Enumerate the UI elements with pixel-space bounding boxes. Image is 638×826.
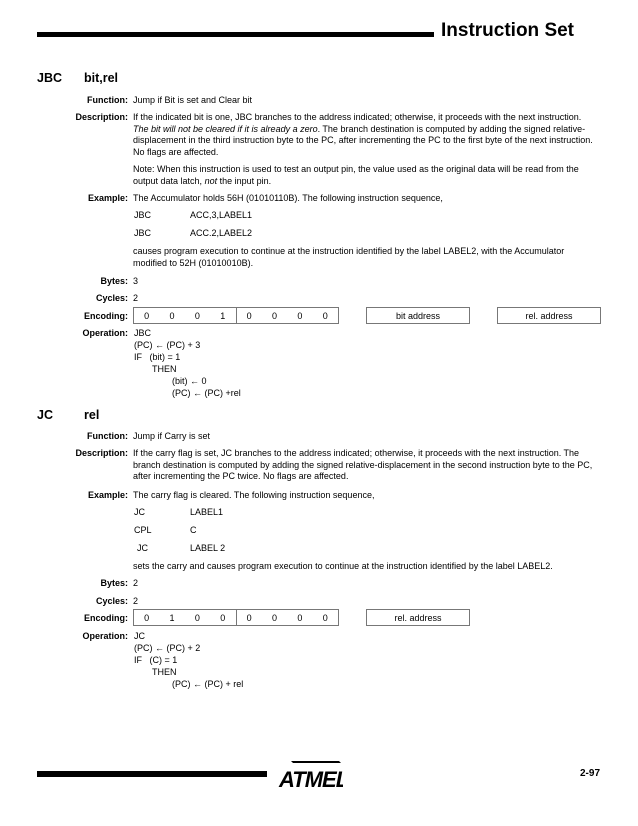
jbc-mnemonic: JBC bbox=[37, 71, 63, 85]
jc-operation-line: THEN bbox=[152, 667, 177, 677]
atmel-logo bbox=[277, 759, 343, 796]
encoding-bit: 0 bbox=[272, 612, 278, 623]
encoding-bit: 0 bbox=[220, 612, 226, 623]
encoding-bit: 0 bbox=[272, 310, 278, 321]
jbc-example-args: ACC.2,LABEL2 bbox=[190, 228, 253, 238]
jbc-encoding-bit-address: bit address bbox=[366, 307, 470, 324]
jbc-bytes-value: 3 bbox=[133, 276, 139, 286]
jbc-function-label: Function: bbox=[87, 95, 128, 105]
jc-example-op: JC bbox=[137, 543, 148, 553]
atmel-logo-icon bbox=[277, 759, 343, 791]
jbc-cycles-label: Cycles: bbox=[95, 293, 128, 303]
jc-cycles-value: 2 bbox=[133, 596, 139, 606]
jc-operation-line: JC bbox=[134, 631, 145, 641]
jbc-description-text: If the indicated bit is one, JBC branches to the address indicated; otherwise, it proceeds with the next instruction. The bit will not be cleared if it is already a zero. The branch destination is computed by adding the signed relative-displacement in the third instruction byte to the PC, after incrementing the PC to the first byte of the next instruction. No flags are affected. bbox=[133, 112, 593, 157]
jbc-example-result: causes program execution to continue at the instruction identified by the label LABEL2, with the Accumulator modified to 52H (01010010B). bbox=[133, 246, 565, 268]
jbc-example-op: JBC bbox=[134, 210, 152, 220]
jbc-operation-line: (PC) ← (PC) +rel bbox=[172, 388, 241, 398]
encoding-bit: 0 bbox=[246, 612, 252, 623]
jbc-operation-line: (PC) ← (PC) + 3 bbox=[134, 340, 201, 350]
jbc-example-label: Example: bbox=[87, 193, 128, 203]
jc-cycles-label: Cycles: bbox=[95, 596, 128, 606]
jc-operation-line: (PC) ← (PC) + 2 bbox=[134, 643, 201, 653]
jbc-encoding-label: Encoding: bbox=[84, 311, 128, 321]
jbc-example-op: JBC bbox=[134, 228, 152, 238]
jc-encoding-label: Encoding: bbox=[84, 613, 128, 623]
jc-example-text: The carry flag is cleared. The following instruction sequence, bbox=[133, 490, 375, 500]
jc-description-text: If the carry flag is set, JC branches to the address indicated; otherwise, it proceeds with the next instruction. The branch destination is computed by adding the signed relative-displacement in the second instruction byte to the PC, after incrementing the PC twice. No flags are affected. bbox=[133, 448, 593, 481]
jc-function-text: Jump if Carry is set bbox=[133, 431, 211, 441]
jc-function-label: Function: bbox=[87, 431, 128, 441]
jc-mnemonic: JC bbox=[37, 408, 53, 422]
encoding-bit: 0 bbox=[297, 310, 303, 321]
jbc-example-text: The Accumulator holds 56H (01010110B). The following instruction sequence, bbox=[133, 193, 443, 203]
jc-example-result: sets the carry and causes program execution to continue at the instruction identified by the label LABEL2. bbox=[133, 561, 553, 571]
encoding-bit: 0 bbox=[322, 310, 328, 321]
encoding-bit: 0 bbox=[246, 310, 252, 321]
jbc-encoding-opcode bbox=[133, 307, 339, 324]
encoding-bit: 0 bbox=[169, 310, 175, 321]
jc-encoding-opcode bbox=[133, 609, 339, 626]
jbc-note-text: Note: When this instruction is used to test an output pin, the value used as the original data will be read from the output data latch, not the input pin. bbox=[133, 164, 579, 186]
encoding-bit: 0 bbox=[297, 612, 303, 623]
jbc-encoding-rel-address: rel. address bbox=[497, 307, 601, 324]
footer-rule bbox=[37, 771, 267, 777]
jbc-operation-label: Operation: bbox=[82, 328, 128, 338]
encoding-bit: 1 bbox=[169, 612, 175, 623]
encoding-bit: 0 bbox=[322, 612, 328, 623]
jc-operation-line: (PC) ← (PC) + rel bbox=[172, 679, 244, 689]
jc-bytes-value: 2 bbox=[133, 578, 139, 588]
encoding-bit: 0 bbox=[144, 612, 150, 623]
jc-operation-line: IF (C) = 1 bbox=[134, 655, 178, 665]
encoding-high-nibble bbox=[134, 610, 236, 625]
encoding-bit: 0 bbox=[144, 310, 150, 321]
jbc-operation-line: (bit) ← 0 bbox=[172, 376, 207, 386]
jc-encoding-rel-address: rel. address bbox=[366, 609, 470, 626]
svg-text:ATMEL: ATMEL bbox=[279, 767, 343, 791]
jc-example-label: Example: bbox=[87, 490, 128, 500]
jc-example-args: LABEL1 bbox=[190, 507, 224, 517]
jbc-description-label: Description: bbox=[75, 112, 128, 122]
jbc-operation-line: THEN bbox=[152, 364, 177, 374]
jc-operation-label: Operation: bbox=[82, 631, 128, 641]
encoding-bit: 1 bbox=[220, 310, 226, 321]
jc-bytes-label: Bytes: bbox=[100, 578, 128, 588]
jbc-bytes-label: Bytes: bbox=[100, 276, 128, 286]
encoding-high-nibble bbox=[134, 308, 236, 323]
encoding-bit: 0 bbox=[194, 310, 200, 321]
page-number: 2-97 bbox=[580, 768, 601, 779]
jc-example-args: C bbox=[190, 525, 197, 535]
jc-example-op: CPL bbox=[134, 525, 152, 535]
encoding-bit: 0 bbox=[194, 612, 200, 623]
jbc-example-args: ACC,3,LABEL1 bbox=[190, 210, 253, 220]
jbc-operands: bit,rel bbox=[84, 71, 119, 85]
jbc-function-text: Jump if Bit is set and Clear bit bbox=[133, 95, 253, 105]
jc-example-args: LABEL 2 bbox=[190, 543, 226, 553]
jc-operands: rel bbox=[84, 408, 100, 422]
jc-example-op: JC bbox=[134, 507, 145, 517]
encoding-low-nibble bbox=[236, 610, 339, 625]
jbc-operation-line: IF (bit) = 1 bbox=[134, 352, 181, 362]
encoding-low-nibble bbox=[236, 308, 339, 323]
header-rule bbox=[37, 32, 434, 37]
page-title: Instruction Set bbox=[441, 20, 575, 41]
jc-description-label: Description: bbox=[75, 448, 128, 458]
jbc-cycles-value: 2 bbox=[133, 293, 139, 303]
jbc-operation-line: JBC bbox=[134, 328, 152, 338]
